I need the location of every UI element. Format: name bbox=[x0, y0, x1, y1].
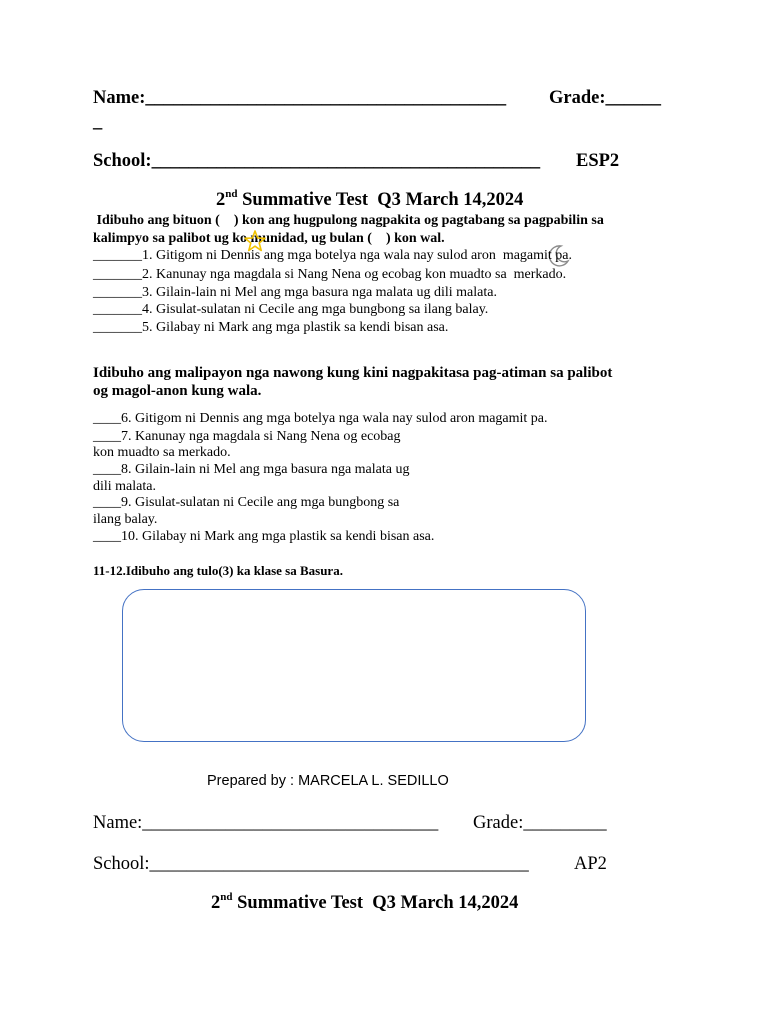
school-field-label: School:__________________________________________ bbox=[93, 151, 541, 171]
drawing-box[interactable] bbox=[122, 589, 586, 742]
title-ordinal-suffix: nd bbox=[220, 891, 233, 903]
subject-label-2: AP2 bbox=[574, 854, 607, 874]
grade-field-overflow: _ bbox=[93, 112, 103, 132]
school-field-label-2: School:_________________________________________ bbox=[93, 854, 529, 874]
title-ordinal-suffix: nd bbox=[225, 188, 238, 200]
list-item: ____6. Gitigom ni Dennis ang mga botelya nga wala nay sulod aron magamit pa. bbox=[93, 411, 548, 426]
grade-field-label-2: Grade:_________ bbox=[473, 813, 607, 833]
page-title-2 bbox=[211, 893, 518, 914]
grade-field-label: Grade:______ bbox=[549, 88, 662, 108]
section1-instruction-line1: Idibuho ang bituon ( ) kon ang hugpulong nagpakita og pagtabang sa pagpabilin sa bbox=[93, 213, 604, 228]
subject-label: ESP2 bbox=[576, 151, 620, 171]
list-item: ____10. Gilabay ni Mark ang mga plastik sa kendi bisan asa. bbox=[93, 529, 435, 544]
list-item: _______3. Gilain-lain ni Mel ang mga basura nga malata ug dili malata. bbox=[93, 285, 497, 300]
list-item: _______2. Kanunay nga magdala si Nang Nena og ecobag kon muadto sa merkado. bbox=[93, 267, 567, 282]
name-field-label: Name:_______________________________________ bbox=[93, 88, 507, 108]
section2-instruction-line2: og magol-anon kung wala. bbox=[93, 383, 262, 399]
list-item: _______1. Gitigom ni Dennis ang mga botelya nga wala nay sulod aron magamit pa. bbox=[93, 248, 573, 263]
list-item-continuation: kon muadto sa merkado. bbox=[93, 445, 231, 460]
list-item: ____9. Gisulat-sulatan ni Cecile ang mga bungbong sa bbox=[93, 495, 400, 510]
list-item: ____7. Kanunay nga magdala si Nang Nena og ecobag bbox=[93, 429, 401, 444]
prepared-by: Prepared by : MARCELA L. SEDILLO bbox=[207, 773, 449, 789]
title-ordinal: 2 bbox=[211, 893, 221, 913]
name-field-label-2: Name:________________________________ bbox=[93, 813, 439, 833]
list-item: ____8. Gilain-lain ni Mel ang mga basura nga malata ug bbox=[93, 462, 410, 477]
section1-instruction-line2: kalimpyo sa palibot ug ko munidad, ug bulan ( ) kon wal. bbox=[93, 231, 445, 246]
section3-instruction: 11-12.Idibuho ang tulo(3) ka klase sa Basura. bbox=[93, 563, 343, 578]
title-text: Summative Test Q3 March 14,2024 bbox=[237, 190, 524, 210]
title-text: Summative Test Q3 March 14,2024 bbox=[232, 893, 519, 913]
list-item: _______4. Gisulat-sulatan ni Cecile ang mga bungbong sa ilang balay. bbox=[93, 302, 489, 317]
list-item-continuation: ilang balay. bbox=[93, 512, 158, 527]
list-item: _______5. Gilabay ni Mark ang mga plastik sa kendi bisan asa. bbox=[93, 320, 449, 335]
page-title bbox=[216, 190, 523, 211]
list-item-continuation: dili malata. bbox=[93, 479, 156, 494]
title-ordinal: 2 bbox=[216, 190, 226, 210]
section2-instruction-line1: Idibuho ang malipayon nga nawong kung kini nagpakitasa pag-atiman sa palibot bbox=[93, 365, 613, 381]
